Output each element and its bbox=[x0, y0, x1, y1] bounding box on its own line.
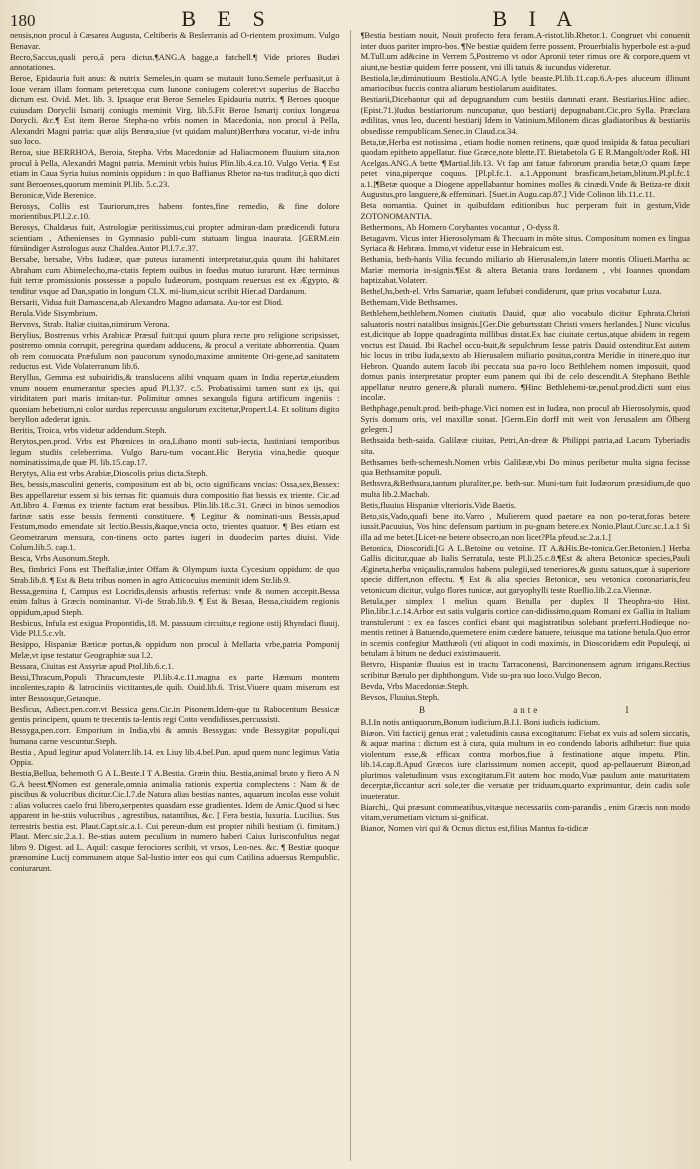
dictionary-entry: Berosys, Collis est Tauriorum,tres habens fontes,fine remedio, & fine dolore morientibus.Pl.l.2.c.10. bbox=[10, 200, 340, 221]
text-columns bbox=[10, 30, 690, 1161]
dictionary-entry: Bessara, Ciuitas est Assyriæ apud Ptol.lib.6.c.1. bbox=[10, 660, 174, 671]
section-heading-left: B bbox=[418, 705, 428, 715]
right-column bbox=[361, 30, 691, 1161]
dictionary-entry: nensis,non procul à Cæsarea Augusta, Celtiberis & Beslerranis ad O-rientem proximum. Vulgo Benavar. bbox=[10, 30, 340, 51]
dictionary-entry: Betagavm. Vicus inter Hierosolymam & Thecuam in mōte situs. Compositum nomen ex lingua Syriaca & Hebræa. Immo,vt videtur esse in Hebraicum est. bbox=[360, 232, 690, 253]
dictionary-entry: Bes, bessis,masculini generis, compositum est ab bi, octo significans vncias: Ossa,sex,Bessex: Bes appellaretur essem si bis ternas fit: quamuis dura compositio fiat bessis ex triente. Cic.ad Att.libro 4. Fœnus ex triente factum erat bessibus. Plin.lib.18.c.31. Græci in binos semodios farinæ satis esse bessis fermenti constituere. ¶ Legitur & nominati-uus Bessis,apud Festum,modo emendate sit lectio.Bessis,&aque,vncia octo, trientes quatuor. ¶ Bes etiam est Geometrarum mensura, con-tinens octo partes iugeri in duodecim partes diuisi. Vide Colum.lib.5. cap.1. bbox=[10, 479, 340, 552]
dictionary-entry: Bethphage,penult.prod. beth-phage.Vici nomen est in Iudæa, non procul ab Hierosolymis, quod Syris domum oris, vel maxillæ sonat. [Germ.Ein dorff mit weit von Jerusalem am Ölberg gelegen.] bbox=[360, 403, 690, 434]
dictionary-entry: Bethania, beth-hanis Vilia fecundo miliario ab Hierusalem,in latere montis Oliueti.Martha ac Mariæ memoria in-signis.¶Est & altera Betania trans Iordanem , vbi Ioannes quondam baptizabat.Volaterr. bbox=[360, 254, 690, 285]
dictionary-entry: Bersabe, bersabe, Vrbs Iudææ, quæ puteus iuramenti interpretatur,quia quum ibi habitaret Abraham cum Abimelecho,ma-ctatis feptem ouibus in foedus mutuo iurarunt. Hæc terminus fuit terræ promissionis possessæ a populo Iudæorum, postquam reuersus est ex Ægypto, & tenditur vsque ad Dan,spatio in longum CLX. mi-lium,sicut scribit Hier.ad Dardanum. bbox=[10, 254, 340, 296]
dictionary-entry: Berosys, Chaldæus fuit, Astrologiæ peritissimus,cui propter admiran-dam prædicendi futura scientiam , Athenienses in Gymnasio publi-cum statuam lingua inaurata. [GERM.ein fürsündiger Astrologus ausz Chaldea.Autor Pl.l.7.c.37. bbox=[10, 222, 340, 253]
dictionary-entry: Bethermons, Ab Homero Corybantes vocantur , O-dyss 8. bbox=[360, 221, 560, 232]
page-number: 180 bbox=[10, 11, 36, 30]
dictionary-entry: Becro,Saccus,quali pero,ā pera dictus.¶ANG.A bagge,a fatchell.¶ Vide priores Budæi annotationes. bbox=[10, 51, 340, 72]
right-column-entries bbox=[361, 30, 691, 702]
dictionary-entry: Bevsos, Fluuius.Steph. bbox=[360, 691, 440, 702]
dictionary-entry: Beryllus, Gemma est subuiridis,& translucens alibi vnquam quam in India repertæ,eiusdem vnum nouem enumerantur species apud Pl.l.37. c.5. Probatissimi tamen sunt ex ijs, qui viriditatem puri maris imitan-tur. Polimitur omnes sexangula figura artificum ingeniis : quoniam hebetium,ni color surdus repercussu angulorum excitetur,Propert.l.4. Et solitum digito beryllon adederat ignis. bbox=[10, 372, 340, 424]
dictionary-entry: Bestia,Bellua, behemoth G A L.Beste.I T A.Bestia. Græin thiu. Bestia,animal bruto y fiero A N G.A beest.¶Nomen est generale,omnia animalia rationis expertia complectens : Nam & de piscibus & volucribus dicitur.Cic.l.7.de Natura alias bestias nantes, aquarum incolas esse voluit : alias volucres caelo frui libero,serpentes quasdam esse gradientes. Idem de Amic.Quod si hæc apparent in be-stiis volucribus , agrestibus, natantibus, &c. [ Fera bestia, luxuria. Lucilius. Sus terrestris bestia est. Plaut.Capt.sic.a.1. Cui pereun-dum est propter nihili bestiam (i. fimitam.) Plaut. Merc.sic.2.a.1. Be-stias autem peculium in numero haberi Caius Iurisconfultus negat libro 9. Digest. ad L. Aquil: casque ferociores scribit, vt vrsos, Leo-nes. &c. ¶ Bestiæ quoque prænomine Lucij communem atque Sal-lustio inter eos qui cum Catilina aduersus Rempublic. coniurarunt. bbox=[10, 768, 340, 873]
dictionary-entry: Bethsvra,&Bethsura,tantum pluraliter,pe. beth-sur. Muni-tum fuit Iudæorum præsidium,de quo multa lib.2.Machab. bbox=[360, 478, 690, 499]
dictionary-entry: B.I.In notis antiquorum,Bonum iudicium.B.I.I. Boni iudicis iudicium. bbox=[360, 716, 601, 727]
dictionary-entry: Bestiola,læ,diminutiuum Bestiola.ANG.A lytle beaste.Pl.lib.11.cap.6.A-pes aluceum illinunt amariocibus fuccis contra aliarum bestiolarum auiditates. bbox=[360, 72, 690, 93]
dictionary-entry: Bethemam,Vide Bethsames. bbox=[360, 297, 458, 307]
dictionary-entry: Biarchi,. Qui præsunt commeatibus,vitæque necessariis com-parandis , enim Græcis non modo vitam,verumetiam victum si-gnificat. bbox=[360, 801, 690, 822]
dictionary-entry: Betula,per simplex l melius quam Betulla per duplex ll Theophra-sto Hist. Plin.libr.1.c.14.Arbor est satis vulgaris cortice can-didissimo,quam Romani ex Gallia in Italiam transtulerunt : ex ea fasces confici ebant qui magistratibus solebant præferri.Hodieque no-mentis retinet à Batuendo,quemetere enim cædere batuere, teiusque ma tatione betula.Quo error in scemis confegiur Matthæoli (vti aliquot in codi maximis, in Dioscoridæm edit Populeqi, ui betulam à bitum ne deduci existimauerit. bbox=[360, 595, 690, 658]
left-column bbox=[10, 30, 340, 1161]
dictionary-entry: Beritis, Troica, vrbs videtur addendum.Steph. bbox=[10, 425, 167, 435]
dictionary-entry: Beto,sis,Vado,quafi bene ito.Varro , Mulierem quod paetare ea non po-terat,foras betere iussit.Pacuuius, Vos hinc defensum partium in pu-gnam betere.ex Nonio.Plaut.Curc.sc.1.a.1 Si illa ad me betet.[Licet-ne betere obsecro,an non licet?Pla pfeud.sc.2.a.1.] bbox=[360, 510, 690, 542]
running-head-left: B E S bbox=[181, 6, 273, 31]
dictionary-entry: Bevda, Vrbs Macedoniæ.Steph. bbox=[360, 680, 469, 691]
dictionary-entry: Bes, fimbrici Fons est Theffaliæ,inter Offam & Olympum iuxta Cycesium oppidum: de quo Strab.lib.8. ¶ Est & Beta tribus nomen in agro Atticocuius meminit idem Str.lib.9. bbox=[10, 564, 340, 585]
running-heads bbox=[36, 6, 691, 32]
dictionary-entry: Besbicus, Infula est exigua Propontidis,18. M. passuum circuitu,e regione ostij Rhyndaci fluuij. Vide Pl.l.5.c.vlt. bbox=[10, 617, 340, 638]
dictionary-entry: Beta nomantia. Quinet in quibufdam editionibus huc perperam fuit in gestum,Vide ZOTONOMANTIA. bbox=[360, 200, 690, 221]
section-heading bbox=[361, 705, 691, 716]
dictionary-entry: Besippo, Hispaniæ Bæticæ portus,& oppidum non procul à Mellaria vrbe,patria Pomponij Melæ,vt ipse testatur Geographiæ sua l.2. bbox=[10, 639, 340, 660]
dictionary-entry: ¶Bestia bestiam nouit, Nouit profecto fera feram.A-ristot.lib.Rhetor.1. Congruet vbi conuenit inter duos pariter impro-bos. ¶Ne bestiæ quidem ferre possent. Prouerbialis hyperbole est a-pud M.Tull.um ad&cine in Verrem 5,Postremo vt odor Apronii teter rimus ore & corpore,quem vt aiunt,ne bestiæ quidem ferre possent, vni illi tatuis & iucundus videretur. bbox=[360, 30, 690, 72]
dictionary-entry: Bestia , Apud legitur apud Volaterr.lib.14. ex Liuy lib.4.bel.Pun. apud quem nunc legimus Vatia Oppia. bbox=[10, 746, 340, 767]
dictionary-entry: Beronicæ,Vide Berenice. bbox=[10, 189, 97, 200]
running-head-right: B I A bbox=[492, 6, 581, 31]
dictionary-entry: Bethel,hs,beth-el. Vrbs Samariæ, quam Iefubæi condiderunt, quæ prius vocabatur Luza. bbox=[360, 286, 662, 296]
right-column-entries-bi bbox=[361, 717, 691, 834]
dictionary-entry: Besca, Vrbs Ausonum.Steph. bbox=[10, 553, 110, 563]
dictionary-entry: Beta,tæ,Herba est notissima , etiam hodie nomen retinens, quæ quod insipida & fatua peculiari quodam epitheto appellatur. fiue Græce,note blette.IT. Bietabetola G E R.Mangolt/oder Roß. HI Acelgas.ANG.A bette ¶Martial.lib.13. Vt fap ant fatuæ fabrorum prandia betæ,O quam fæpe petet vina,piperque coquus. [Pl.pl.fc.1. a.1.Apponunt brasficam,betam,blitum.Pl.pl.fc.1 a.1.]¶Betæ quoque a Diogene appellabantur homines molles & cinædi.Vnde & Betiza-re dixit Augustus,pro languere,& effeminari. [Suet.in Augu.cap.87.] Vide Colinon lib.11.c.11. bbox=[360, 136, 690, 199]
dictionary-entry: Bestiarii,Dicebantur qui ad depugnandum cum bestiis damnati erant. Bestiarius.Hinc adiec.(Epist.71.)ludus bestiariorum nuncupatur, quo bestiarij depugnabant.Cic.pro Sylla. Præclara ædilitas, vnus leo, ducenti bestiarij Idem in Vatinium.Milonem dicas gladiatoribus & bestiariis obsedisse rempublicam.Senec.in Claud.ca.34. bbox=[360, 94, 690, 136]
dictionary-entry: Bessa,gemina f, Campus est Locridis,densis arbustis refertus: vnde & nomen accepit.Bessa enim faltus à Græcis nominantur. Vi-de Strab.lib.9. ¶ Est & Besaa, Bessa,ciuidem regionis oppidum,apud Steph. bbox=[10, 585, 340, 617]
dictionary-entry: Berylius, Bostrenus vrbis Arabicæ Præsul fuit:qui quum plura recte pro religione scripsisset, postremo omnia corrupit, peregrina quædam adducens, & procul a veritate abhorrentia. Quam ob rem conuocata Præfulum non paucorum synodo,maxime annitente Ori-gene,ad sanitatem reductus est. Vide Volaterranum lib.6. bbox=[10, 329, 340, 371]
dictionary-entry: Besficus, Adiect.pen.corr.vt Bessica gens.Cic.in Pisonem.Idem-que tu Rabocentum Bessicæ gentis principem, quum te trecentis ta-lentis regi Cotto vendidisses,percussisti. bbox=[10, 703, 340, 724]
dictionary-entry: Beroa, siue BERRHOA, Beroia, Stepha. Vrbs Macedoniæ ad Haliacmonem fluuium sita,non procul à Pella, Alexandri Magni patria. Meminit vrbis huius Plin.lib.4.ca.10. Vulgo Veria. ¶ Est etiam in Caua Syria huius nominis oppidum : in quo Baffianus Rhetor na-tus traditur,à quo dicti sunt Beroenses,quorum meminit Pl.lib. 5.c.23. bbox=[10, 147, 340, 189]
section-heading-middle: ante bbox=[513, 705, 541, 715]
dictionary-entry: Berytos,pen.prod. Vrbs est Phœnices in ora,Libano monti sub-iecta, Iustiniani temporibus legum studiis celeberrima. Vulgo Baru-tum vocant.Hic Berytia vina,hedie quoque nominatissima,de quæ Pl. lib.15.cap.17. bbox=[10, 436, 340, 467]
dictionary-entry: Bethlehem,bethlehem.Nomen ciuitatis Dauid, quæ alio vocabulo dicitur Ephrata.Christi saluatoris nostri natalibus insignis.[Ger.Die geburtsstatt Christi vnsers herlandes.] Nunc viculus est,dicitque ab Ioppe quadraginta millibus distat.Ex hac ciuitate certus,atque abidem in regem vnctus est Dauid. Ibi Rachel occu-buit,& sepulchrum Iesse patris Dauid ostenditur.Est autem hic locus in tribu Iuda,sexto ab Hierusalem miliario positus,contra Meridie in itinere,quo itur Hebron. Quando autem Iacob ibi peccata sua pa-ro loco Bethlehem nomen imposuit, quod domus panis interpretatur propter eum panem qui ibi de celo descendit.A Stephano Bethle appellatur neutro genere,& plurali numero. ¶Hinc Bethlehemi-tæ,penul.prod.dicti sunt eius incolæ. bbox=[360, 308, 690, 402]
dictionary-entry: Bersarii, Vidua fuit Damascena,ab Alexandro Magno adamata. Au-tor est Diod. bbox=[10, 296, 284, 307]
dictionary-entry: Bianor, Nomen viri qui & Ocnus dictus est,filius Mantus fa-tidicæ bbox=[360, 823, 589, 833]
dictionary-entry: Berula.Vide Sisymbrium. bbox=[10, 307, 98, 318]
dictionary-entry: Berytys, Alia est vrbs Arabiæ,Dioscolis prius dicta.Steph. bbox=[10, 468, 208, 478]
dictionary-entry: Beroe, Epidauria fuit anus: & nutrix Semeles,in quam se mutauit Iuno.Semele perfuasit,ut à Ioue veram illam formam peteret:qua cum Iunone coniugem coleret:vt superius de Baccho dictum est. Ovid. Met. lib. 3. Ipsaque erat Beroe Semeles Epidauria nutrix. ¶ Beroes quoque cuiusdam Doryclii Ismarij coniugis meminit Virg. lib.5.Fit Beroe Ismarij coniux longæua Dorycli. &c.¶ Est item Beroe Stepha-no vrbis nomen in Macedonia, non procul à Pella, Alexandri Magni patria: quæ alijs Berœa,siue (vt quidam malunt)Berrhœa vocatur, vi-de infra suo loco. bbox=[10, 73, 340, 146]
dictionary-entry: Betonica, Dioscoridi.[G A L.Betoine ou vetoine. IT A.&His.Be-tonica.Ger.Betonien.] Herba Gallis dicitur,quae ab Italis Serratula, teste Pl.li.25.c.8.¶Est & altera Betonicæ species,Pauli Ægineta,herba vniçaulis,ramulos habens pulegii,sed teneriores,& gustu satuos,quæ à superiore specie differt,non effectu. ¶ Est & alia species Betonicæ, seu vetonica coronariaris,feu vetonicum dicitur, vulgo flores tunicæ, aut garyophylli teste Ruellio.lib.2.ca.Viennæ. bbox=[360, 542, 690, 595]
dictionary-entry: Betvro, Hispaniæ fluuius est in tractu Tarraconensi, Barcinonensem agrum irrigans.Rectius scribitur Bætulo per diphthongum. Vide su-pra suo loco.Vulgo Becon. bbox=[360, 659, 690, 680]
section-heading-right: I bbox=[625, 705, 632, 715]
dictionary-entry: Biæon. Viti facticij genus erat ; valetudinis causa excogitatum: Fiebat ex vuis ad solem siccatis, & aquæ marina : dictum est à cura, quia multum in eo condendo laboris adhibetur: fiue quia violentum esse,& efficax contra morbos,fiue à festinatione atque impetu. Plin. lib.14.cap.8.Apud Græcos iure clarissimum nomen accepit, quod ap-pellauerunt Biæon,ad plurimos valetudinum vsus excogitatum.Fit autem hoc modo,Vuæ paulum ante maturitatem decerptæ,ficcantur acri sole,ter die versatæ per triduum,quarto exprimuntur, dein cadis sole inueteratur. bbox=[360, 727, 690, 801]
dictionary-entry: Bervnvs, Strab. Italiæ ciuitas,nimirum Verona. bbox=[10, 318, 170, 329]
dictionary-entry: Bessyga,pen.corr. Emporium in India,vbi & amnis Bessygas: vnde Bessygitæ populi,qui humana carne vescuntur.Steph. bbox=[10, 725, 340, 746]
column-divider bbox=[350, 30, 351, 1161]
dictionary-entry: Betis,fluuius Hispaniæ vlterioris.Vide Baetis. bbox=[360, 499, 517, 510]
dictionary-entry: Bessi,Thracum,Populi Thracum,teste Pl.lib.4.c.11.magna ex parte Hæmum montem incolentes,rapto & latrociniis victitantes,de quib. Ouid.lib.6. Trist.Viuere quam miserum est inter Bessosque,Getasque. bbox=[10, 671, 340, 703]
dictionary-entry: Bethsames beth-schemesh.Nomen vrbis Galilææ,vbi Do minus peribetur multa signa fecisse qua Bethsamitæ populi. bbox=[360, 456, 690, 477]
dictionary-entry: Bethsaida beth-saida. Galilææ ciuitas, Petri,An-dreæ & Philippi patria,ad Lacum Tyberiadis sita. bbox=[360, 435, 690, 456]
